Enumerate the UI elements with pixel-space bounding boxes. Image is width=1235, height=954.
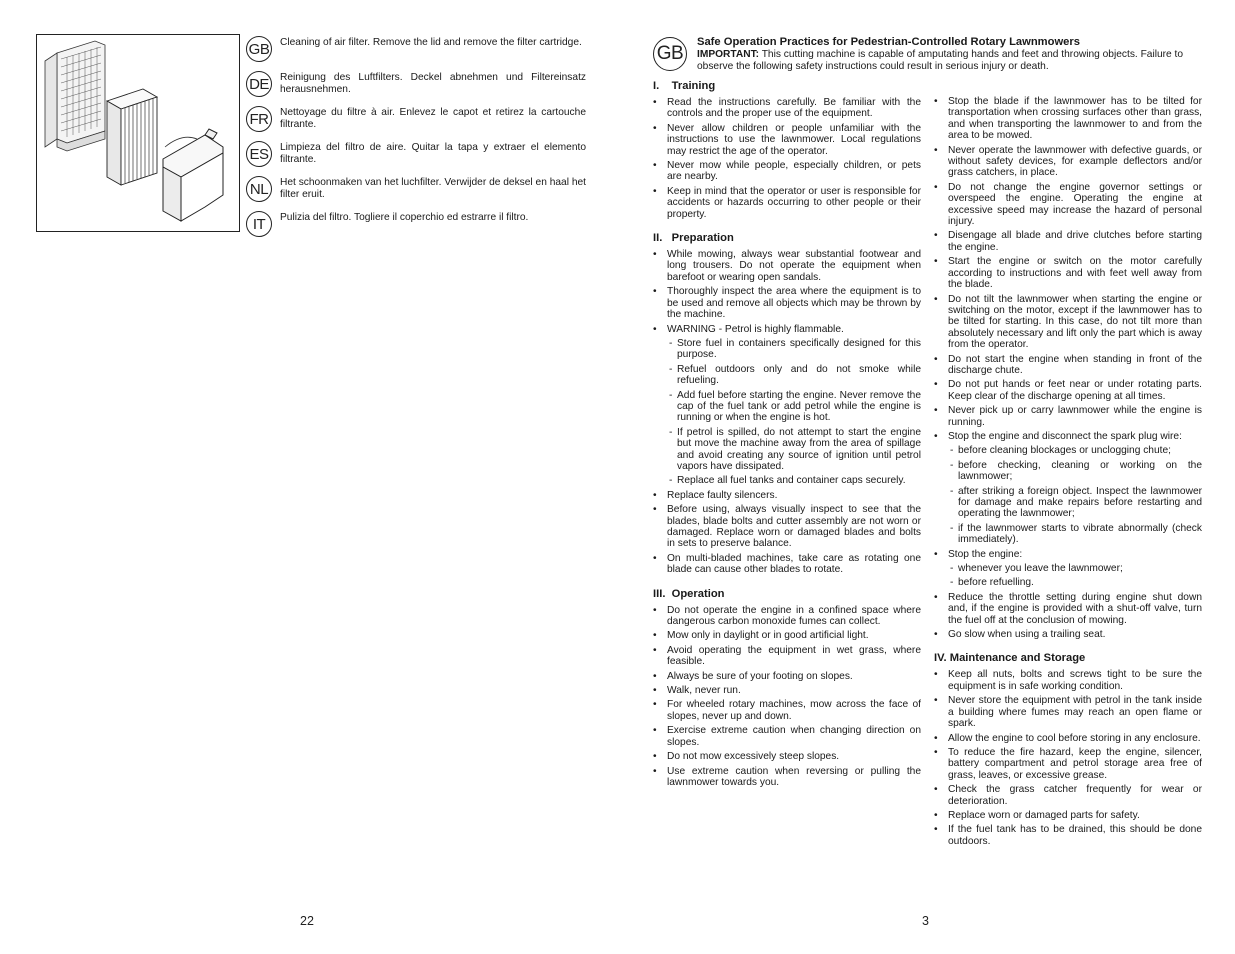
bullet-list-item: • Never pick up or carry lawnmower while the engine is running. [934,405,1202,428]
section-title: III. Operation [653,587,725,600]
bullet-list-item: • Do not start the engine when standing in front of the discharge chute. [934,354,1202,377]
important-notice [697,49,1197,72]
sub-list-item: - Store fuel in containers specifically designed for this purpose. [653,338,921,361]
bullet-list-item: • Read the instructions carefully. Be familiar with the controls and the proper use of the equipment. [653,97,921,120]
bullet-list-item: • Do not mow excessively steep slopes. [653,751,921,762]
bullet-list-item: • Thoroughly inspect the area where the equipment is to be used and remove all objects which may be thrown by the machine. [653,286,921,320]
bullet-list-item: • Never allow children or people unfamiliar with the instructions to use the lawnmower. Local regulations may restrict the age of the operator. [653,123,921,157]
bullet-list-item: • Replace faulty silencers. [653,490,921,501]
instruction-text-gb: Cleaning of air filter. Remove the lid and remove the filter cartridge. [280,37,582,48]
bullet-list-item: • Check the grass catcher frequently for wear or deterioration. [934,784,1202,807]
bullet-list-item: • Keep all nuts, bolts and screws tight to be sure the equipment is in safe working condition. [934,669,1202,692]
bullet-list-item: • Before using, always visually inspect to see that the blades, blade bolts and cutter assembly are not worn or damaged. Replace worn or damaged blades and bolts in sets to preserve balance. [653,504,921,550]
sub-list-item: - before checking, cleaning or working on the lawnmower; [934,460,1202,483]
language-badge-it: IT [246,211,272,237]
safety-section [934,652,1202,847]
sub-list-item: - Replace all fuel tanks and container caps securely. [653,475,921,486]
air-filter-illustration [36,34,240,232]
instruction-text-it: Pulizia del filtro. Togliere il coperchio ed estrarre il filtro. [280,212,529,223]
bullet-list-item: • WARNING - Petrol is highly flammable. [653,324,921,335]
sub-list-item: - before cleaning blockages or unclogging chute; [934,445,1202,456]
sub-list-item: - Refuel outdoors only and do not smoke while refueling. [653,364,921,387]
bullet-list-item: • Avoid operating the equipment in wet grass, where feasible. [653,645,921,668]
language-badge-nl: NL [246,176,272,202]
language-badge-es: ES [246,141,272,167]
important-text: This cutting machine is capable of amputating hands and feet and throwing objects. Failure to observe the following safety instructions could result in serious injury or death. [697,49,1184,72]
safety-section [934,96,1202,640]
language-badge-gb-header: GB [653,37,687,71]
bullet-list-item: • Start the engine or switch on the motor carefully according to instructions and with feet well away from the blade. [934,256,1202,290]
language-badge-gb: GB [246,36,272,62]
instruction-row-it [246,210,586,245]
instruction-row-es [246,140,586,175]
sub-list-item: - Add fuel before starting the engine. Never remove the cap of the fuel tank or add petrol while the engine is running or when the engine is hot. [653,390,921,424]
bullet-list-item: • Allow the engine to cool before storing in any enclosure. [934,733,1202,744]
page-number-left: 22 [300,914,314,928]
bullet-list-item: • Do not tilt the lawnmower when starting the engine or switching on the motor, except if the lawnmower has to be tilted for starting. In this case, do not tilt more than absolutely necessary and lift only the part which is away from the operator. [934,294,1202,351]
bullet-list-item: • Use extreme caution when reversing or pulling the lawnmower towards you. [653,766,921,789]
bullet-list-item: • Do not put hands or feet near or under rotating parts. Keep clear of the discharge opening at all times. [934,379,1202,402]
instruction-row-gb [246,35,586,70]
page-title: Safe Operation Practices for Pedestrian-Controlled Rotary Lawnmowers [697,36,1080,48]
section-title: IV. Maintenance and Storage [934,652,1086,665]
bullet-list-item: • Never operate the lawnmower with defective guards, or without safety devices, for example deflectors and/or grass catchers, in place. [934,145,1202,179]
bullet-list-item: • Do not change the engine governor settings or overspeed the engine. Operating the engine at excessive speed may increase the hazard of personal injury. [934,182,1202,228]
sub-list-item: - If petrol is spilled, do not attempt to start the engine but move the machine away from the area of spillage and avoid creating any source of ignition until petrol vapors have dissipated. [653,427,921,473]
bullet-list-item: • Mow only in daylight or in good artificial light. [653,630,921,641]
instruction-text-nl: Het schoonmaken van het luchfilter. Verwijder de deksel en haal het filter eruit. [280,177,586,200]
bullet-list-item: • Exercise extreme caution when changing direction on slopes. [653,725,921,748]
bullet-list-item: • Never store the equipment with petrol in the tank inside a building where fumes may reach an open flame or spark. [934,695,1202,729]
section-title: I. Training [653,80,716,92]
instruction-row-nl [246,175,586,210]
bullet-list-item: • For wheeled rotary machines, mow across the face of slopes, never up and down. [653,699,921,722]
bullet-list-item: • Do not operate the engine in a confined space where dangerous carbon monoxide fumes can collect. [653,605,921,628]
instruction-text-fr: Nettoyage du filtre à air. Enlevez le capot et retirez la cartouche filtrante. [280,107,586,130]
safety-column-right [934,96,1202,859]
safety-section [653,80,921,220]
language-badge-fr: FR [246,106,272,132]
section-title: II. Preparation [653,232,734,245]
right-page [617,0,1235,954]
bullet-list-item: • Always be sure of your footing on slopes. [653,671,921,682]
bullet-list-item: • If the fuel tank has to be drained, this should be done outdoors. [934,824,1202,847]
bullet-list-item: • Walk, never run. [653,685,921,696]
safety-column-left [653,80,921,800]
bullet-list-item: • Go slow when using a trailing seat. [934,629,1202,640]
bullet-list-item: • On multi-bladed machines, take care as rotating one blade can cause other blades to rotate. [653,553,921,576]
language-badge-de: DE [246,71,272,97]
instruction-row-de [246,70,586,105]
instruction-text-es: Limpieza del filtro de aire. Quitar la tapa y extraer el elemento filtrante. [280,142,586,165]
instruction-row-fr [246,105,586,140]
air-filter-drawing [37,35,239,231]
important-label: IMPORTANT: [697,49,760,60]
bullet-list-item: • To reduce the fire hazard, keep the engine, silencer, battery compartment and petrol storage area free of grass, leaves, or excessive grease. [934,747,1202,781]
bullet-list-item: • Stop the engine: [934,549,1202,560]
bullet-list-item: • Disengage all blade and drive clutches before starting the engine. [934,230,1202,253]
sub-list-item: - before refuelling. [934,577,1202,588]
sub-list-item: - after striking a foreign object. Inspect the lawnmower for damage and make repairs before restarting and operating the lawnmower; [934,486,1202,520]
bullet-list-item: • Stop the engine and disconnect the spark plug wire: [934,431,1202,442]
safety-section [653,588,921,789]
bullet-list-item: • Keep in mind that the operator or user is responsible for accidents or hazards occurring to other people or their property. [653,186,921,220]
instruction-text-de: Reinigung des Luftfilters. Deckel abnehmen und Filtereinsatz herausnehmen. [280,72,586,95]
bullet-list-item: • While mowing, always wear substantial footwear and long trousers. Do not operate the equipment when barefoot or wearing open sandals. [653,249,921,283]
page-number-right: 3 [922,914,929,928]
safety-section [653,232,921,576]
bullet-list-item: • Stop the blade if the lawnmower has to be tilted for transportation when crossing surfaces other than grass, and when transporting the lawnmower to and from the area to be mowed. [934,96,1202,142]
sub-list-item: - if the lawnmower starts to vibrate abnormally (check immediately). [934,523,1202,546]
sub-list-item: - whenever you leave the lawnmower; [934,563,1202,574]
bullet-list-item: • Never mow while people, especially children, or pets are nearby. [653,160,921,183]
bullet-list-item: • Replace worn or damaged parts for safety. [934,810,1202,821]
left-page [0,0,617,954]
air-filter-instructions [246,35,586,245]
bullet-list-item: • Reduce the throttle setting during engine shut down and, if the engine is provided with a shut-off valve, turn the fuel off at the conclusion of mowing. [934,592,1202,626]
